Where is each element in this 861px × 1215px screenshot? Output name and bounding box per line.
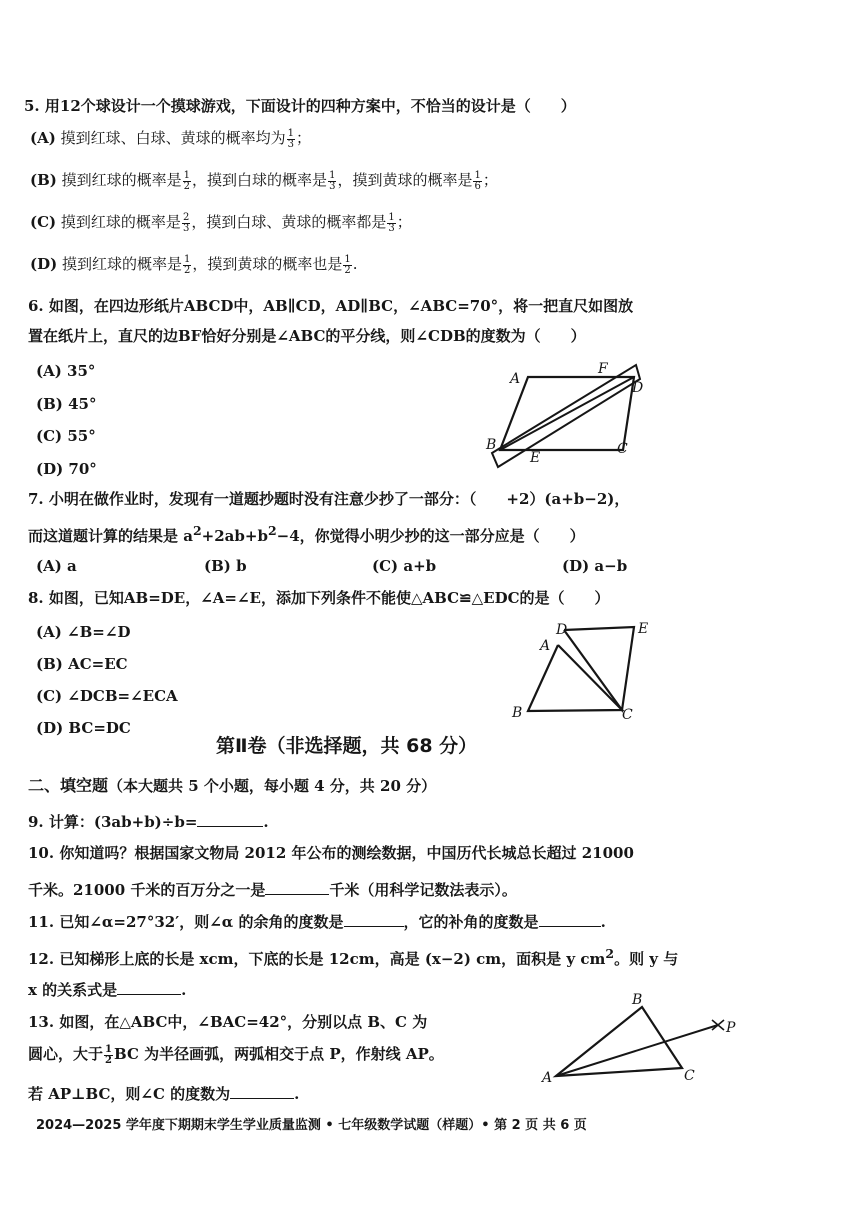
- fraction: [387, 213, 395, 234]
- q5-option-c: [30, 212, 412, 234]
- fraction-denominator: 6: [474, 180, 481, 192]
- fraction-denominator: 2: [184, 264, 191, 276]
- fraction-numerator: 2: [182, 211, 190, 223]
- q6-option-d: (D) 70°: [36, 460, 97, 478]
- fraction: [183, 171, 191, 192]
- fraction-numerator: 1: [287, 127, 295, 139]
- q13-line3: [28, 1082, 299, 1104]
- q13-line1: 13. 如图，在△ABC中，∠BAC=42°，分别以点 B、C 为: [28, 1013, 428, 1031]
- superscript: 2: [267, 523, 277, 538]
- point-label-a: A: [542, 1070, 553, 1086]
- superscript: 2: [192, 523, 202, 538]
- q8-figure: [500, 615, 670, 725]
- fraction-numerator: 1: [329, 169, 336, 181]
- point-label-p: P: [726, 1020, 736, 1036]
- fraction-denominator: 2: [183, 180, 191, 192]
- option-text: 摸到红球的概率是: [61, 171, 182, 189]
- fraction-denominator: 2: [344, 264, 351, 276]
- point-label-d: D: [632, 380, 644, 396]
- q7-option-a: (A) a: [36, 557, 77, 575]
- punctuation: ；: [396, 213, 412, 231]
- option-text: 摸到红球的概率是: [60, 213, 181, 231]
- option-text: ，摸到黄球的概率是: [337, 171, 473, 189]
- q8-stem: 8. 如图，已知AB=DE，∠A=∠E，添加下列条件不能使△ABC≌△EDC的是（ ）: [28, 589, 610, 607]
- q13-figure: [536, 990, 746, 1090]
- option-text: ，摸到白球、黄球的概率都是: [191, 213, 387, 231]
- stem-text: −4，你觉得小明少抄的这一部分应是（ ）: [276, 527, 585, 545]
- answer-blank[interactable]: [230, 1082, 294, 1099]
- option-label: (A): [30, 129, 56, 147]
- superscript: 2: [605, 946, 615, 961]
- q7-stem-line2: [28, 521, 585, 546]
- q7-stem-line1: 7. 小明在做作业时，发现有一道题抄题时没有注意少抄了一部分：（ +2）(a+b−2)，: [28, 490, 630, 508]
- fraction-numerator: 1: [388, 211, 395, 223]
- fraction-numerator: 1: [184, 253, 191, 265]
- q6-figure: [478, 355, 658, 470]
- stem-text: +2ab+b: [201, 527, 268, 545]
- arc-intersection-mark: [712, 1020, 724, 1030]
- q7-option-b: (B) b: [204, 557, 247, 575]
- q13-line2: [28, 1044, 444, 1066]
- answer-blank[interactable]: [539, 910, 601, 927]
- question-text: ，它的补角的度数是: [403, 913, 539, 931]
- q6-stem-line1: 6. 如图，在四边形纸片ABCD中，AB∥CD，AD∥BC，∠ABC=70°，将一把直尺如图放: [28, 297, 634, 315]
- point-label-a: A: [510, 371, 521, 387]
- question-text: 千米（用科学记数法表示）。: [329, 881, 517, 899]
- fraction-numerator: 1: [183, 169, 191, 181]
- question-text: 9. 计算：(3ab+b)÷b=: [28, 813, 198, 831]
- q7-option-d: (D) a−b: [562, 557, 628, 575]
- q8-option-d: (D) BC=DC: [36, 719, 131, 737]
- punctuation: ；: [296, 129, 312, 147]
- punctuation: .: [352, 255, 358, 273]
- fraction-numerator: 1: [105, 1043, 112, 1055]
- fraction: [182, 213, 190, 234]
- q5-option-b: [30, 170, 498, 192]
- punctuation: .: [294, 1085, 300, 1103]
- point-label-b: B: [632, 992, 643, 1008]
- fill-in-section-header: [28, 776, 436, 796]
- segment-bd: [500, 377, 634, 450]
- answer-blank[interactable]: [197, 810, 263, 827]
- page-footer: 2024—2025 学年度下期期末学生学业质量监测 • 七年级数学试题（样题）• 第 2 页 共 6 页: [36, 1118, 587, 1133]
- q10-line1: 10. 你知道吗？根据国家文物局 2012 年公布的测绘数据，中国历代长城总长超过 21000: [28, 844, 634, 862]
- point-label-a: A: [540, 638, 551, 654]
- q8-option-b: (B) AC=EC: [36, 655, 128, 673]
- punctuation: .: [263, 813, 269, 831]
- q12-line1: [28, 944, 678, 969]
- q5-stem: 5. 用12个球设计一个摸球游戏，下面设计的四种方案中，不恰当的设计是（ ）: [24, 97, 576, 115]
- q11: [28, 910, 606, 932]
- q9: [28, 810, 269, 832]
- section-heading: 二、填空题: [28, 776, 109, 795]
- fraction-denominator: 3: [287, 138, 295, 150]
- triangle-edc: [564, 627, 634, 710]
- fraction: [328, 171, 336, 192]
- q12-line2: [28, 978, 186, 1000]
- fraction: [104, 1045, 113, 1066]
- q8-option-c: (C) ∠DCB=∠ECA: [36, 687, 178, 705]
- punctuation: ；: [482, 171, 498, 189]
- answer-blank[interactable]: [117, 978, 181, 995]
- q6-option-a: (A) 35°: [36, 362, 96, 380]
- question-text: BC 为半径画弧，两弧相交于点 P，作射线 AP。: [113, 1045, 444, 1063]
- q8-option-a: (A) ∠B=∠D: [36, 623, 131, 641]
- fraction: [183, 255, 191, 276]
- q5-option-a: [30, 128, 311, 150]
- option-text: 摸到红球、白球、黄球的概率均为: [60, 129, 286, 147]
- stem-text: 而这道题计算的结果是 a: [28, 527, 193, 545]
- point-label-c: C: [617, 441, 628, 457]
- fraction-denominator: 3: [388, 222, 395, 234]
- q5-option-d: [30, 254, 358, 276]
- question-text: x 的关系式是: [28, 981, 118, 999]
- fraction-numerator: 1: [474, 169, 481, 181]
- option-text: ，摸到黄球的概率也是: [192, 255, 343, 273]
- point-label-c: C: [684, 1068, 695, 1084]
- question-text: 若 AP⊥BC，则∠C 的度数为: [28, 1085, 231, 1103]
- point-label-d: D: [556, 622, 568, 638]
- q6-option-c: (C) 55°: [36, 427, 96, 445]
- question-text: 11. 已知∠α=27°32′，则∠α 的余角的度数是: [28, 913, 344, 931]
- q6-stem-line2: 置在纸片上，直尺的边BF恰好分别是∠ABC的平分线，则∠CDB的度数为（ ）: [28, 327, 586, 345]
- triangle-abc: [528, 645, 622, 711]
- fraction-denominator: 3: [182, 222, 190, 234]
- question-text: 12. 已知梯形上底的长是 xcm，下底的长是 12cm，高是 (x−2) cm，面积是 y cm: [28, 950, 606, 968]
- point-label-c: C: [622, 707, 633, 723]
- q7-option-c: (C) a+b: [372, 557, 437, 575]
- option-label: (C): [30, 213, 57, 231]
- option-text: ，摸到白球的概率是: [192, 171, 328, 189]
- fraction: [287, 129, 295, 150]
- answer-blank[interactable]: [265, 878, 329, 895]
- punctuation: .: [600, 913, 606, 931]
- point-label-f: F: [598, 361, 608, 377]
- fraction: [343, 255, 351, 276]
- option-label: (B): [30, 171, 57, 189]
- point-label-b: B: [512, 705, 523, 721]
- fraction-denominator: 3: [329, 180, 336, 192]
- point-label-b: B: [486, 437, 497, 453]
- fraction: [473, 171, 481, 192]
- fraction-numerator: 1: [344, 253, 351, 265]
- q10-line2: [28, 878, 517, 900]
- answer-blank[interactable]: [344, 910, 404, 927]
- part2-title: 第Ⅱ卷（非选择题，共 68 分）: [216, 735, 478, 757]
- q6-option-b: (B) 45°: [36, 395, 97, 413]
- question-text: 。则 y 与: [614, 950, 679, 968]
- section-note: （本大题共 5 个小题，每小题 4 分，共 20 分）: [108, 777, 437, 795]
- fraction-denominator: 2: [105, 1054, 112, 1066]
- option-text: 摸到红球的概率是: [61, 255, 182, 273]
- punctuation: .: [181, 981, 187, 999]
- question-text: 圆心，大于: [28, 1045, 104, 1063]
- point-label-e: E: [530, 450, 541, 466]
- question-text: 千米。21000 千米的百万分之一是: [28, 881, 266, 899]
- option-label: (D): [30, 255, 58, 273]
- point-label-e: E: [638, 621, 649, 637]
